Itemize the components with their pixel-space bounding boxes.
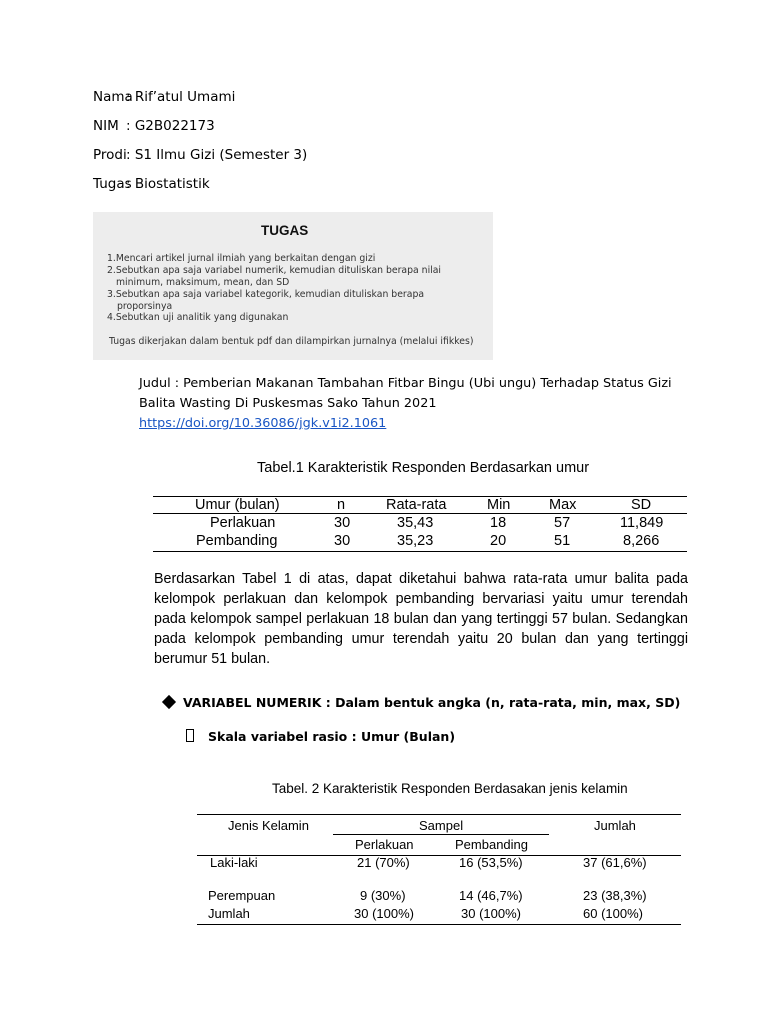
article-title-line: Balita Wasting Di Puskesmas Sako Tahun 2021 [139,396,437,411]
table-subheader: Pembanding [455,837,528,852]
task-item: 4.Sebutkan uji analitik yang digunakan [107,312,289,323]
table1-caption: Tabel.1 Karakteristik Responden Berdasarkan umur [257,460,590,476]
bullet-text: Skala variabel rasio : Umur (Bulan) [208,729,456,744]
table-cell: 8,266 [623,533,660,549]
task-note: Tugas dikerjakan dalam bentuk pdf dan dilampirkan jurnalnya (melalui ifikkes) [109,336,474,347]
table-header: Jenis Kelamin [228,818,309,833]
table-header: Umur (bulan) [195,497,280,513]
identity-row-tugas [93,176,210,192]
task-item: proporsinya [117,301,173,312]
table-header: Jumlah [594,818,636,833]
table-cell: Jumlah [208,906,250,921]
bullet-text: VARIABEL NUMERIK : Dalam bentuk angka (n, rata-rata, min, max, SD) [183,695,681,710]
diamond-bullet-icon [162,695,176,709]
task-title: TUGAS [261,223,309,238]
task-item: minimum, maksimum, mean, dan SD [116,277,290,288]
identity-row-nim [93,118,215,134]
table-cell: Perempuan [208,888,276,903]
table-cell: 9 (30%) [360,888,406,903]
table-cell: 18 [490,515,507,531]
table-header: SD [631,497,652,513]
table-cell: 30 [334,515,351,531]
table-rule [197,924,681,925]
identity-row-nama [93,89,236,105]
table-cell: 11,849 [620,515,664,531]
table-cell: 60 (100%) [583,906,643,921]
table-rule [333,834,549,835]
table-rule [197,814,681,815]
task-item: 2.Sebutkan apa saja variabel numerik, kemudian dituliskan berapa nilai [107,265,442,276]
table-cell: 16 (53,5%) [459,855,523,870]
table2-caption: Tabel. 2 Karakteristik Responden Berdasakan jenis kelamin [272,781,628,796]
table-cell: 35,43 [397,515,434,531]
table-subheader: Perlakuan [355,837,414,852]
identity-label: Tugas [93,176,132,192]
identity-label: NIM [93,118,119,134]
identity-row-prodi [93,147,308,163]
table-cell: 14 (46,7%) [459,888,523,903]
identity-value: : G2B022173 [126,118,215,134]
table2 [197,814,681,926]
analysis-paragraph: Berdasarkan Tabel 1 di atas, dapat diketahui bahwa rata-rata umur balita pada kelompok perlakuan dan kelompok pembanding bervariasi yaitu umur terendah pada kelompok sampel perlakuan 18 bulan dan yang tertinggi 57 bulan. Sedangkan pada kelompok pembanding umur terendah yaitu 20 bulan dan yang tertinggi berumur 51 bulan. [154,571,688,667]
task-item: 3.Sebutkan apa saja variabel kategorik, kemudian dituliskan berapa [107,289,425,300]
ratio-scale-bullet [186,728,455,744]
table-cell: 30 (100%) [461,906,521,921]
table-cell: 23 (38,3%) [583,888,647,903]
table-rule [153,551,687,552]
table-cell: 21 (70%) [357,855,410,870]
task-image [93,212,493,360]
article-block [139,374,672,434]
identity-label: Nama [93,89,133,105]
table-header: Rata-rata [386,497,447,513]
table-cell: 57 [554,515,571,531]
table-cell: 35,23 [397,533,434,549]
table-header: Sampel [419,818,464,833]
table-cell: 20 [490,533,507,549]
doi-link[interactable]: https://doi.org/10.36086/jgk.v1i2.1061 [139,416,387,431]
table-cell: Laki-laki [210,855,258,870]
article-title-line: Judul : Pemberian Makanan Tambahan Fitbar Bingu (Ubi ungu) Terhadap Status Gizi [139,376,672,391]
identity-value: : Biostatistik [126,176,210,192]
table-cell: 30 (100%) [354,906,414,921]
numeric-variable-bullet [164,695,680,710]
square-bullet-icon [186,729,194,742]
table-header: n [337,497,346,513]
table-cell: 37 (61,6%) [583,855,647,870]
table-rule [153,513,687,514]
identity-label: Prodi [93,147,127,163]
table-cell: 30 [334,533,351,549]
identity-value: : Rif’atul Umami [126,89,236,105]
table-cell: 51 [554,533,571,549]
identity-value: : S1 Ilmu Gizi (Semester 3) [126,147,308,163]
task-item: 1.Mencari artikel jurnal ilmiah yang berkaitan dengan gizi [107,253,376,264]
table-header: Max [549,497,577,513]
table-cell: Pembanding [196,533,278,549]
table-cell: Perlakuan [210,515,276,531]
table-header: Min [487,497,511,513]
